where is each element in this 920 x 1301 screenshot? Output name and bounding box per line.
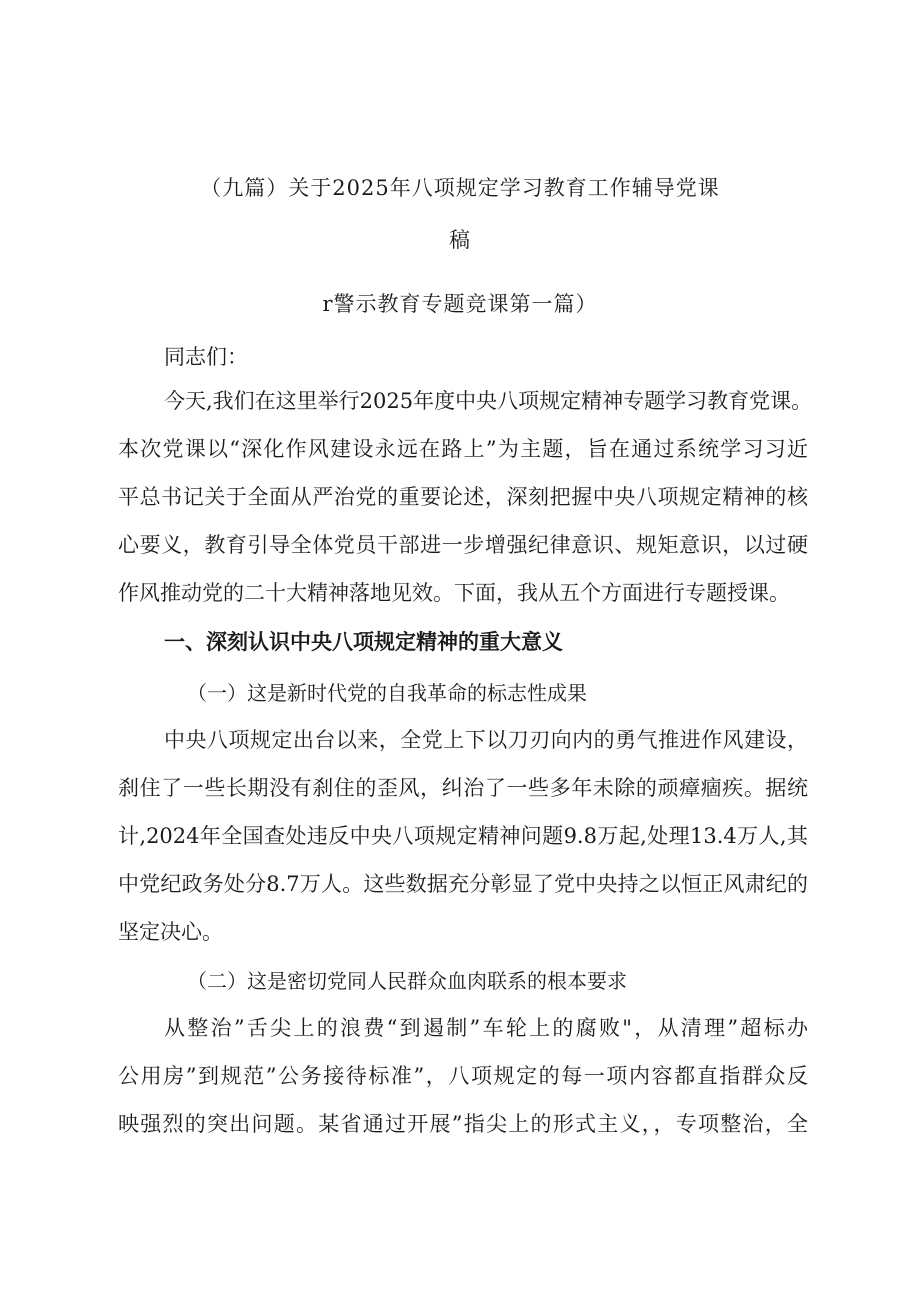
intro-paragraph-line: 心要义，教育引导全体党员干部进一步增强纪律意识、规矩意识，以过硬 [118, 533, 808, 557]
body-paragraph-line: 计,2024年全国查处违反中央八项规定精神问题9.8万起,处理13.4万人,其 [118, 824, 808, 848]
intro-paragraph-line: 今天,我们在这里举行2025年度中央八项规定精神专题学习教育党课。 [164, 389, 813, 413]
document-subtitle: r警示教育专题竞课第一篇） [322, 292, 598, 316]
section-heading: 一、深刻认识中央八项规定精神的重大意义 [164, 630, 563, 654]
body-paragraph-line: 从整治”舌尖上的浪费“到遏制”车轮上的腐败"，从清理”超标办 [164, 1016, 808, 1040]
body-paragraph-line: 映强烈的突出问题。某省通过开展”指尖上的形式主义，，专项整治，全 [118, 1112, 808, 1136]
body-paragraph-line: 中党纪政务处分8.7万人。这些数据充分彰显了党中央持之以恒正风肃纪的 [118, 872, 808, 896]
document-title-line1: （九篇）关于2025年八项规定学习教育工作辅导党课 [200, 176, 720, 200]
body-paragraph-line: 刹住了一些长期没有刹住的歪风，纠治了一些多年未除的顽瘴痼疾。据统 [118, 776, 808, 800]
subsection-heading: （二）这是密切党同人民群众血肉联系的根本要求 [187, 969, 627, 993]
body-paragraph-line: 坚定决心。 [118, 920, 223, 944]
subsection-heading: （一）这是新时代党的自我革命的标志性成果 [187, 681, 587, 705]
salutation: 同志们： [164, 345, 248, 369]
intro-paragraph-line: 平总书记关于全面从严治党的重要论述，深刻把握中央八项规定精神的核 [118, 485, 808, 509]
document-title-line2: 稿 [449, 228, 471, 252]
intro-paragraph-line: 作风推动党的二十大精神落地见效。下面，我从五个方面进行专题授课。 [118, 581, 790, 605]
body-paragraph-line: 中央八项规定出台以来，全党上下以刀刃向内的勇气推进作风建设， [164, 728, 808, 752]
intro-paragraph-line: 本次党课以“深化作风建设永远在路上”为主题，旨在通过系统学习习近 [118, 437, 808, 461]
body-paragraph-line: 公用房”到规范”公务接待标准”，八项规定的每一项内容都直指群众反 [118, 1064, 808, 1088]
